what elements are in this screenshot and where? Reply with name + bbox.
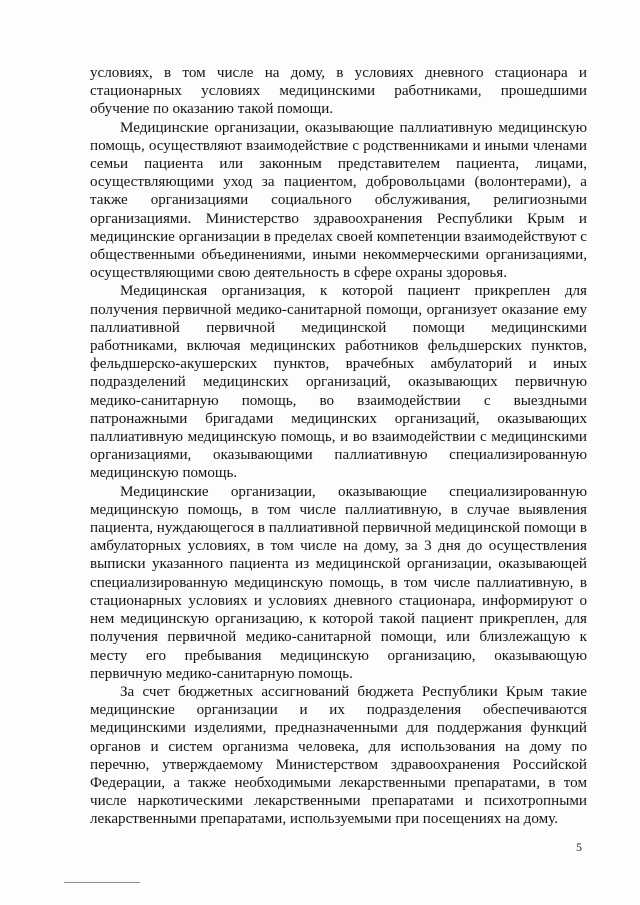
paragraph: За счет бюджетных ассигнований бюджета Республики Крым такие медицинские организации и их подразделения обеспечиваются медицинскими изделиями, предназначенными для поддержания функций органов и систем организма человека, для использования на дому по перечню, утверждаемому Министерством здравоохранения Российской Федерации, а также необходимыми лекарственными препаратами, в том числе наркотическими лекарственными препаратами и психотропными лекарственными препаратами, используемыми при посещениях на дому. (90, 683, 587, 828)
paragraph: условиях, в том числе на дому, в условиях дневного стационара и стационарных условиях медицинскими работниками, прошедшими обучение по оказанию такой помощи. (90, 65, 587, 118)
document-body (90, 64, 587, 829)
paragraph: Медицинские организации, оказывающие паллиативную медицинскую помощь, осуществляют взаимодействие с родственниками и иными членами семьи пациента или законным представителем пациента, лицами, осуществляющими уход за пациентом, добровольцами (волонтерами), а также организациями социального обслуживания, религиозными организациями. Министерство здравоохранения Республики Крым и медицинские организации в пределах своей компетенции взаимодействуют с общественными объединениями, иными некоммерческими организациями, осуществляющими свою деятельность в сфере охраны здоровья. (90, 119, 587, 282)
paragraph: Медицинская организация, к которой пациент прикреплен для получения первичной медико-санитарной помощи, организует оказание ему паллиативной первичной медицинской помощи медицинскими работниками, включая медицинских работников фельдшерских пунктов, фельдшерско-акушерских пунктов, врачебных амбулаторий и иных подразделений медицинских организаций, оказывающих первичную медико-санитарную помощь, во взаимодействии с выездными патронажными бригадами медицинских организаций, оказывающих паллиативную медицинскую помощь, и во взаимодействии с медицинскими организациями, оказывающими паллиативную специализированную медицинскую помощь. (90, 283, 587, 482)
paragraph: Медицинские организации, оказывающие специализированную медицинскую помощь, в том числе паллиативную, в случае выявления пациента, нуждающегося в паллиативной первичной медицинской помощи в амбулаторных условиях, в том числе на дому, за 3 дня до осуществления выписки указанного пациента из медицинской организации, оказывающей специализированную медицинскую помощь, в том числе паллиативную, в стационарных условиях и условиях дневного стационара, информируют о нем медицинскую организацию, к которой такой пациент прикреплен, для получения первичной медико-санитарной помощи, или близлежащую к месту его пребывания медицинскую организацию, оказывающую первичную медико-санитарную помощь. (90, 483, 587, 682)
footer-rule (64, 882, 140, 883)
page-number: 5 (576, 840, 582, 854)
